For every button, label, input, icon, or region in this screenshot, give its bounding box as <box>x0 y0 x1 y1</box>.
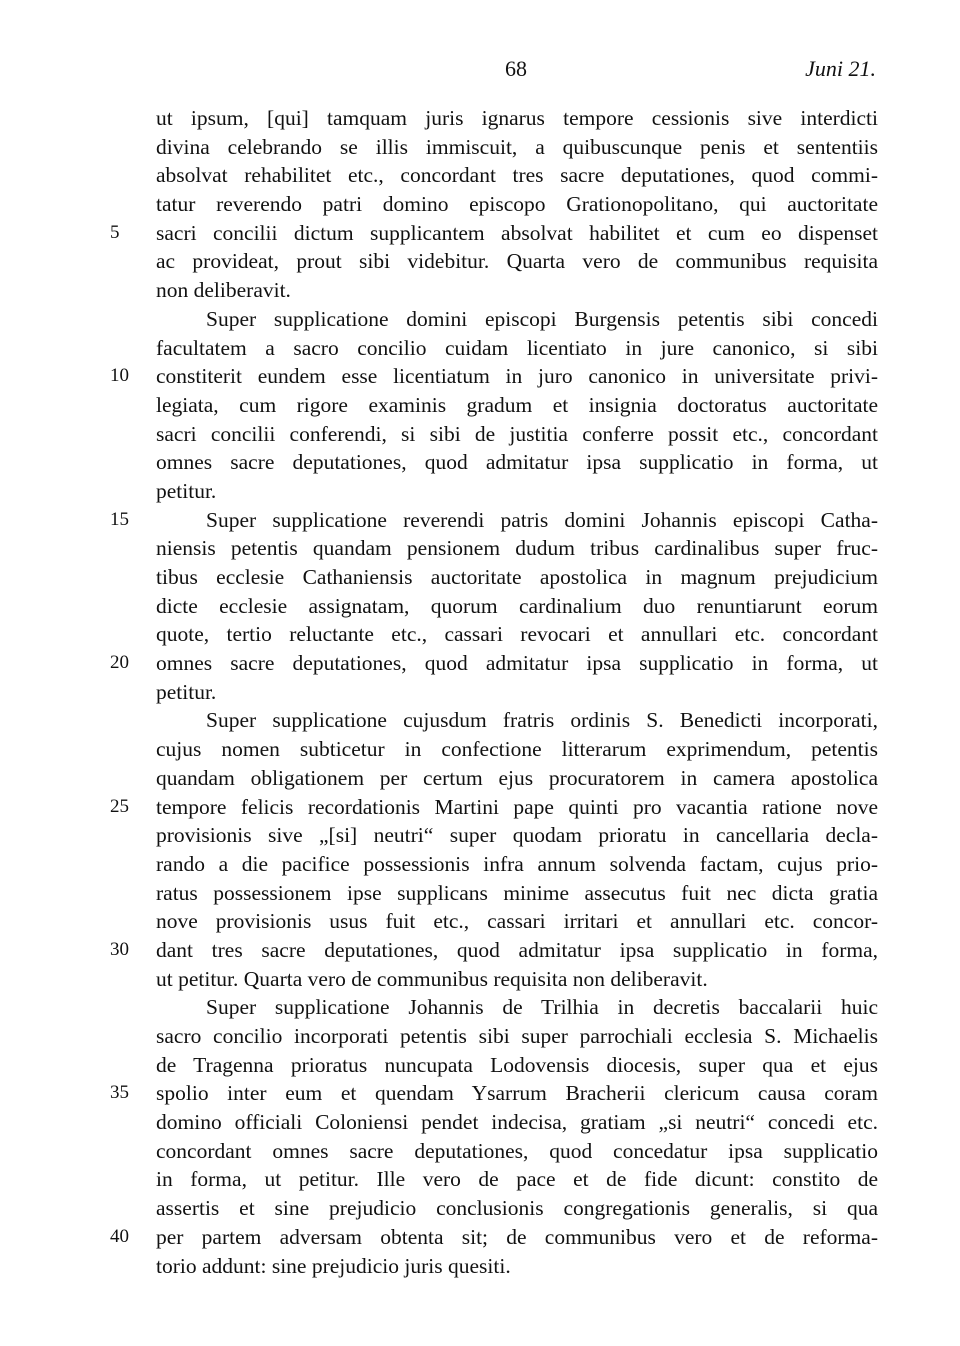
body-text <box>0 104 960 1280</box>
line-text: rando a die pacifice possessionis infra annum solvenda factam, cujus prio- <box>156 851 878 876</box>
text-line <box>0 649 960 678</box>
text-line <box>0 1194 960 1223</box>
text-line <box>0 1079 960 1108</box>
running-head: Juni 21. <box>805 56 876 81</box>
line-text: omnes sacre deputationes, quod admitatur ipsa supplicatio in forma, ut <box>156 450 878 475</box>
line-text: ut petitur. Quarta vero de communibus requisita non deliberavit. <box>156 966 708 991</box>
text-line <box>0 420 960 449</box>
line-text: de Tragenna prioratus nuncupata Lodovensis diocesis, super qua et ejus <box>156 1052 878 1077</box>
text-line <box>0 735 960 764</box>
text-line <box>0 305 960 334</box>
line-number: 15 <box>110 508 129 530</box>
line-number: 30 <box>110 938 129 960</box>
text-line <box>0 1165 960 1194</box>
line-number: 10 <box>110 365 129 387</box>
line-text: ratus possessionem ipse supplicans minime assecutus fuit nec dicta gratia <box>156 880 878 905</box>
line-text: sacro concilio incorporati petentis sibi super parrochiali ecclesia S. Michaelis <box>156 1024 878 1048</box>
line-text: torio addunt: sine prejudicio juris quesiti. <box>156 1253 511 1278</box>
line-text: provisionis sive „[si] neutri“ super quodam prioratu in cancellaria decla- <box>156 823 878 848</box>
text-line <box>0 247 960 276</box>
text-line <box>0 534 960 563</box>
text-line <box>0 190 960 219</box>
line-text: divina celebrando se illis immiscuit, a quibuscunque penis et sententiis <box>156 134 878 159</box>
text-line <box>0 965 960 994</box>
line-text: petitur. <box>156 679 217 704</box>
line-text: sacri concilii dictum supplicantem absolvat habilitet et cum eo dispenset <box>156 220 878 245</box>
text-line <box>0 563 960 592</box>
text-line <box>0 133 960 162</box>
line-text: quandam obligationem per certum ejus procuratorem in camera apostolica <box>156 765 878 790</box>
line-text: Super supplicatione domini episcopi Burgensis petentis sibi concedi <box>206 306 878 331</box>
line-text: facultatem a sacro concilio cuidam licentiato in jure canonico, si sibi <box>156 335 878 360</box>
line-text: in forma, ut petitur. Ille vero de pace et de fide dicunt: constito de <box>156 1167 878 1192</box>
line-text: nove provisionis usus fuit etc., cassari irritari et annullari etc. concor- <box>156 909 878 934</box>
line-text: Super supplicatione reverendi patris domini Johannis episcopi Catha- <box>206 507 878 532</box>
text-line <box>0 993 960 1022</box>
text-line <box>0 276 960 305</box>
line-text: tatur reverendo patri domino episcopo Grationopolitano, qui auctoritate <box>156 192 878 217</box>
text-line <box>0 1051 960 1080</box>
text-line <box>0 1252 960 1281</box>
line-number: 40 <box>110 1225 129 1247</box>
text-line <box>0 1108 960 1137</box>
line-text: concordant omnes sacre deputationes, quod concedatur ipsa supplicatio <box>156 1138 878 1163</box>
text-line <box>0 161 960 190</box>
line-text: Super supplicatione Johannis de Trilhia in decretis baccalarii huic <box>206 995 878 1020</box>
line-text: Super supplicatione cujusdum fratris ordinis S. Benedicti incorporati, <box>206 708 878 733</box>
text-line <box>0 678 960 707</box>
line-number: 25 <box>110 795 129 817</box>
text-line <box>0 1137 960 1166</box>
text-line <box>0 334 960 363</box>
line-text: domino officiali Coloniensi pendet indecisa, gratiam „si neutri“ concedi etc. <box>156 1110 878 1135</box>
text-line <box>0 706 960 735</box>
line-number: 5 <box>110 221 120 243</box>
text-line <box>0 506 960 535</box>
line-text: spolio inter eum et quendam Ysarrum Bracherii clericum causa coram <box>156 1081 878 1106</box>
line-text: tibus ecclesie Cathaniensis auctoritate apostolica in magnum prejudicium <box>156 565 878 589</box>
line-text: non deliberavit. <box>156 278 291 303</box>
text-line <box>0 793 960 822</box>
text-line <box>0 821 960 850</box>
line-text: omnes sacre deputationes, quod admitatur ipsa supplicatio in forma, ut <box>156 651 878 676</box>
line-text: per partem adversam obtenta sit; de communibus vero et de reforma- <box>156 1224 878 1249</box>
text-line <box>0 879 960 908</box>
text-line <box>0 1223 960 1252</box>
line-text: ac provideat, prout sibi videbitur. Quarta vero de communibus requisita <box>156 249 878 274</box>
text-line <box>0 1022 960 1051</box>
line-text: niensis petentis quandam pensionem dudum tribus cardinalibus super fruc- <box>156 536 878 561</box>
text-line <box>0 391 960 420</box>
text-line <box>0 936 960 965</box>
text-line <box>0 104 960 133</box>
line-text: ut ipsum, [qui] tamquam juris ignarus tempore cessionis sive interdicti <box>156 106 878 130</box>
line-text: constiterit eundem esse licentiatum in juro canonico in universitate privi- <box>156 364 878 389</box>
text-line <box>0 448 960 477</box>
line-text: assertis et sine prejudicio conclusionis congregationis generalis, si qua <box>156 1196 878 1221</box>
line-text: petitur. <box>156 478 217 503</box>
text-line <box>0 592 960 621</box>
line-text: legiata, cum rigore examinis gradum et insignia doctoratus auctoritate <box>156 392 878 417</box>
text-line <box>0 764 960 793</box>
text-line <box>0 850 960 879</box>
line-text: tempore felicis recordationis Martini pape quinti pro vacantia ratione nove <box>156 794 878 819</box>
line-text: cujus nomen subticetur in confectione litterarum exprimendum, petentis <box>156 737 878 762</box>
line-text: sacri concilii conferendi, si sibi de justitia conferre possit etc., concordant <box>156 421 878 446</box>
text-line <box>0 620 960 649</box>
line-text: dicte ecclesie assignatam, quorum cardinalium duo renuntiarunt eorum <box>156 593 878 618</box>
line-text: quote, tertio reluctante etc., cassari revocari et annullari etc. concordant <box>156 622 878 647</box>
text-line <box>0 219 960 248</box>
text-line <box>0 362 960 391</box>
text-line <box>0 907 960 936</box>
line-text: absolvat rehabilitet etc., concordant tres sacre deputationes, quod commi- <box>156 163 878 188</box>
line-text: dant tres sacre deputationes, quod admitatur ipsa supplicatio in forma, <box>156 937 878 962</box>
line-number: 20 <box>110 652 129 674</box>
text-line <box>0 477 960 506</box>
page-header <box>0 56 960 88</box>
line-number: 35 <box>110 1082 129 1104</box>
page-number: 68 <box>505 56 527 81</box>
